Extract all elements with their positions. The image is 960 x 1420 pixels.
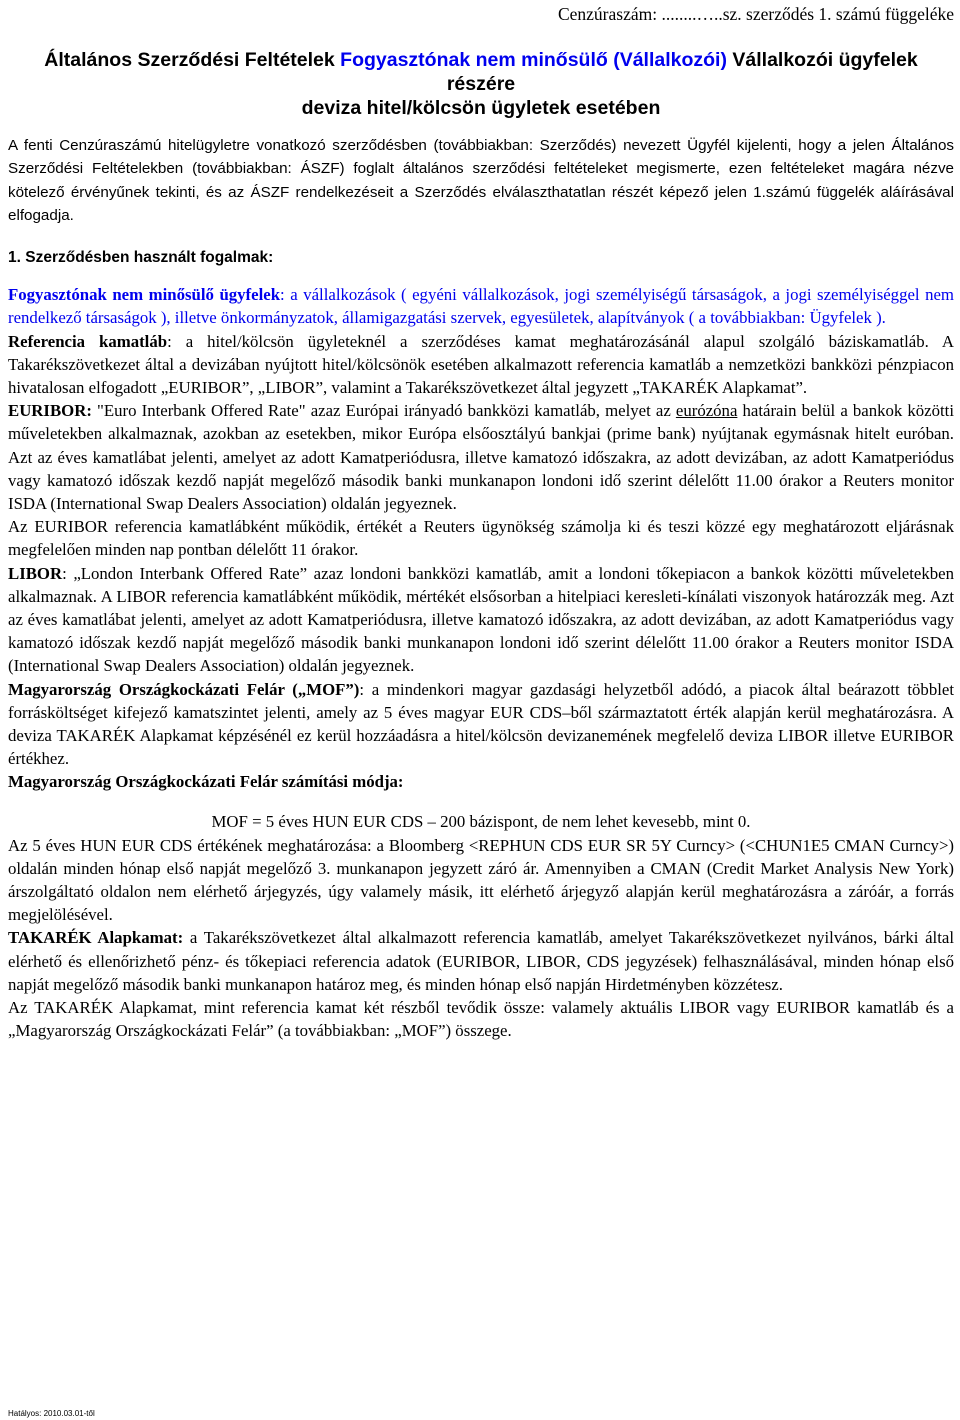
document-title	[8, 48, 954, 120]
section-1-heading: 1. Szerződésben használt fogalmak:	[8, 249, 274, 267]
euribor-note: Az EURIBOR referencia kamatlábként működik, értékét a Reuters ügynökség számolja ki és teszi közzé egy meghatározott eljárásnak megfelelően minden nap pontban délelőtt 11 órakor.	[8, 517, 954, 560]
mof-calc-heading-text: Magyarország Országkockázati Felár számítási módja:	[8, 772, 404, 792]
text-euribor-a: "Euro Interbank Offered Rate" azaz Európai irányadó bankközi kamatláb, melyet az	[91, 401, 676, 421]
intro-paragraph: A fenti Cenzúraszámú hitelügyletre vonatkozó szerződésben (továbbiakban: Szerződés) nevezett Ügyfél kijelenti, hogy a jelen Általános Szerződési Feltételekben (továbbiakban: ÁSZF) foglalt általános szerződési feltételeket megismerte, ezen feltételeket magára nézve kötelező érvényűnek tekinti, és az ÁSZF rendelkezéseit a Szerződés elválaszthatatlan részét képező jelen 1.számú függelék aláírásával elfogadja.	[8, 137, 954, 224]
document-page	[8, 0, 954, 1042]
definition-mof	[8, 678, 954, 771]
takarek-composition: Az TAKARÉK Alapkamat, mint referencia kamat két részből tevődik össze: valamely aktuális LIBOR vagy EURIBOR kamatláb és a „Magyarország Országkockázati Felár” (a továbbiakban: „MOF”) összege.	[8, 998, 954, 1041]
term-fogyaszto: Fogyasztónak nem minősülő ügyfelek	[8, 285, 281, 305]
term-mof: Magyarország Országkockázati Felár („MOF”)	[8, 679, 360, 699]
text-referencia: : a hitel/kölcsön ügyleteknél a szerződéses kamat meghatározásánál alapul szolgáló báziskamatláb. A Takarékszövetkezet által a devizában nyújtott hitel/kölcsönök esetében alkalmazott referencia kamatláb a nemzetközi bankközi pénzpiacon hivatalosan elfogadott „EURIBOR”, „LIBOR”, valamint a Takarékszövetkezet által jegyzett „TAKARÉK Alapkamat”.	[8, 331, 955, 397]
eurozona-link[interactable]: eurózóna	[675, 401, 738, 421]
text-euribor-b: határain belül a bankok közötti műveletekben alkalmaznak, azokban az esetekben, mikor Európa elsőosztályú bankjai (prime bank) nyújtanak egymásnak hitelt euróban. Azt az éves kamatlábat jelenti, amelyet az adott Kamatperiódusra, illetve kamatozó időszakra, az adott devizában, az adott Kamatperiódus vagy kamatozó időszak kezdő napját megelőző második banki munkanapon londoni idő szerint délelőtt 11.00 órakor a Reuters monitor ISDA (International Swap Dealers Association) oldalán jegyeznek.	[8, 401, 954, 514]
text-takarek: a Takarékszövetkezet által alkalmazott referencia kamatláb, amelyet Takarékszövetkezet nyilvános, bárki által elérhető és ellenőrizhető pénz- és tőkepiaci referencia adatok (EURIBOR, LIBOR, CDS jegyzések) felhasználásával, minden hónap első napját megelőző második banki munkanapon határoz meg, és minden hónap első napján Hirdetményben közzétesz.	[8, 928, 954, 994]
definition-fogyaszto	[8, 283, 954, 329]
text-libor: : „London Interbank Offered Rate” azaz londoni bankközi kamatláb, amit a londoni tőkepiacon a bankok közötti műveletekben alkalmaznak. A LIBOR referencia kamatlábként működik, mértékét elsősorban a hitelpiaci keresleti-kínálati viszonyok határozzák meg. Azt az éves kamatlábat jelenti, amelyet az adott Kamatperiódusra, illetve kamatozó időszakra, az adott devizában, az adott Kamatperiódus vagy kamatozó időszak kezdő napját megelőző második banki munkanapon londoni idő szerint délelőtt 11.00 órakor a Reuters monitor ISDA (International Swap Dealers Association) oldalán jegyeznek.	[8, 563, 954, 676]
text-mof: : a mindenkori magyar gazdasági helyzetből adódó, a piacok által beárazott többlet forrásköltséget kifejező kamatszintet jelenti, amely az 5 éves magyar EUR CDS–ből származtatott érték alapján kerül meghatározásra. A deviza TAKARÉK Alapkamat képzésénél ez kerül hozzáadásra a hitel/kölcsön devizanemének megfelelő deviza LIBOR illetve EURIBOR értékhez.	[8, 679, 954, 769]
term-euribor: EURIBOR:	[8, 401, 92, 421]
cds-determination: Az 5 éves HUN EUR CDS értékének meghatározása: a Bloomberg <REPHUN CDS EUR SR 5Y Curncy> (<CHUN1E5 CMAN Curncy>) oldalán minden hónap első napját megelőző 3. munkanapon jegyzett záró ár. Amennyiben a CMAN (Credit Market Analysis New York) árszolgáltató oldalon nem elérhető árjegyzés, úgy valamely másik, itt elérhető árjegyző alapján kerül meghatározásra a záróár, a forrás megjelölésével.	[8, 835, 954, 925]
definition-takarek	[8, 926, 954, 996]
mof-calc-heading	[8, 770, 954, 793]
term-referencia: Referencia kamatláb	[8, 331, 168, 351]
title-part3: Vállalkozói ügyfelek részére	[446, 49, 918, 95]
definition-libor	[8, 562, 954, 678]
title-line3: deviza hitel/kölcsön ügyletek esetében	[301, 97, 661, 119]
text-fogyaszto: : a vállalkozások ( egyéni vállalkozások, jogi személyiségű társaságok, a jogi személyiséggel nem rendelkező társaságok ), illetve önkormányzatok, államigazgatási szervek, egyesületek, alapítványok ( a továbbiakban: Ügyfelek ).	[8, 285, 954, 328]
title-part1: Általános Szerződési Feltételek	[44, 49, 341, 71]
validity-footer: Hatályos: 2010.03.01-től	[8, 1409, 95, 1418]
definition-euribor	[8, 399, 954, 515]
title-part2: Fogyasztónak nem minősülő (Vállalkozói)	[340, 49, 727, 71]
mof-formula: MOF = 5 éves HUN EUR CDS – 200 bázispont, de nem lehet kevesebb, mint 0.	[211, 811, 751, 831]
term-takarek: TAKARÉK Alapkamat:	[8, 928, 184, 948]
contract-reference: Cenzúraszám: ........…..sz. szerződés 1. számú függeléke	[557, 4, 954, 24]
term-libor: LIBOR	[8, 563, 63, 583]
definition-referencia	[8, 330, 954, 400]
